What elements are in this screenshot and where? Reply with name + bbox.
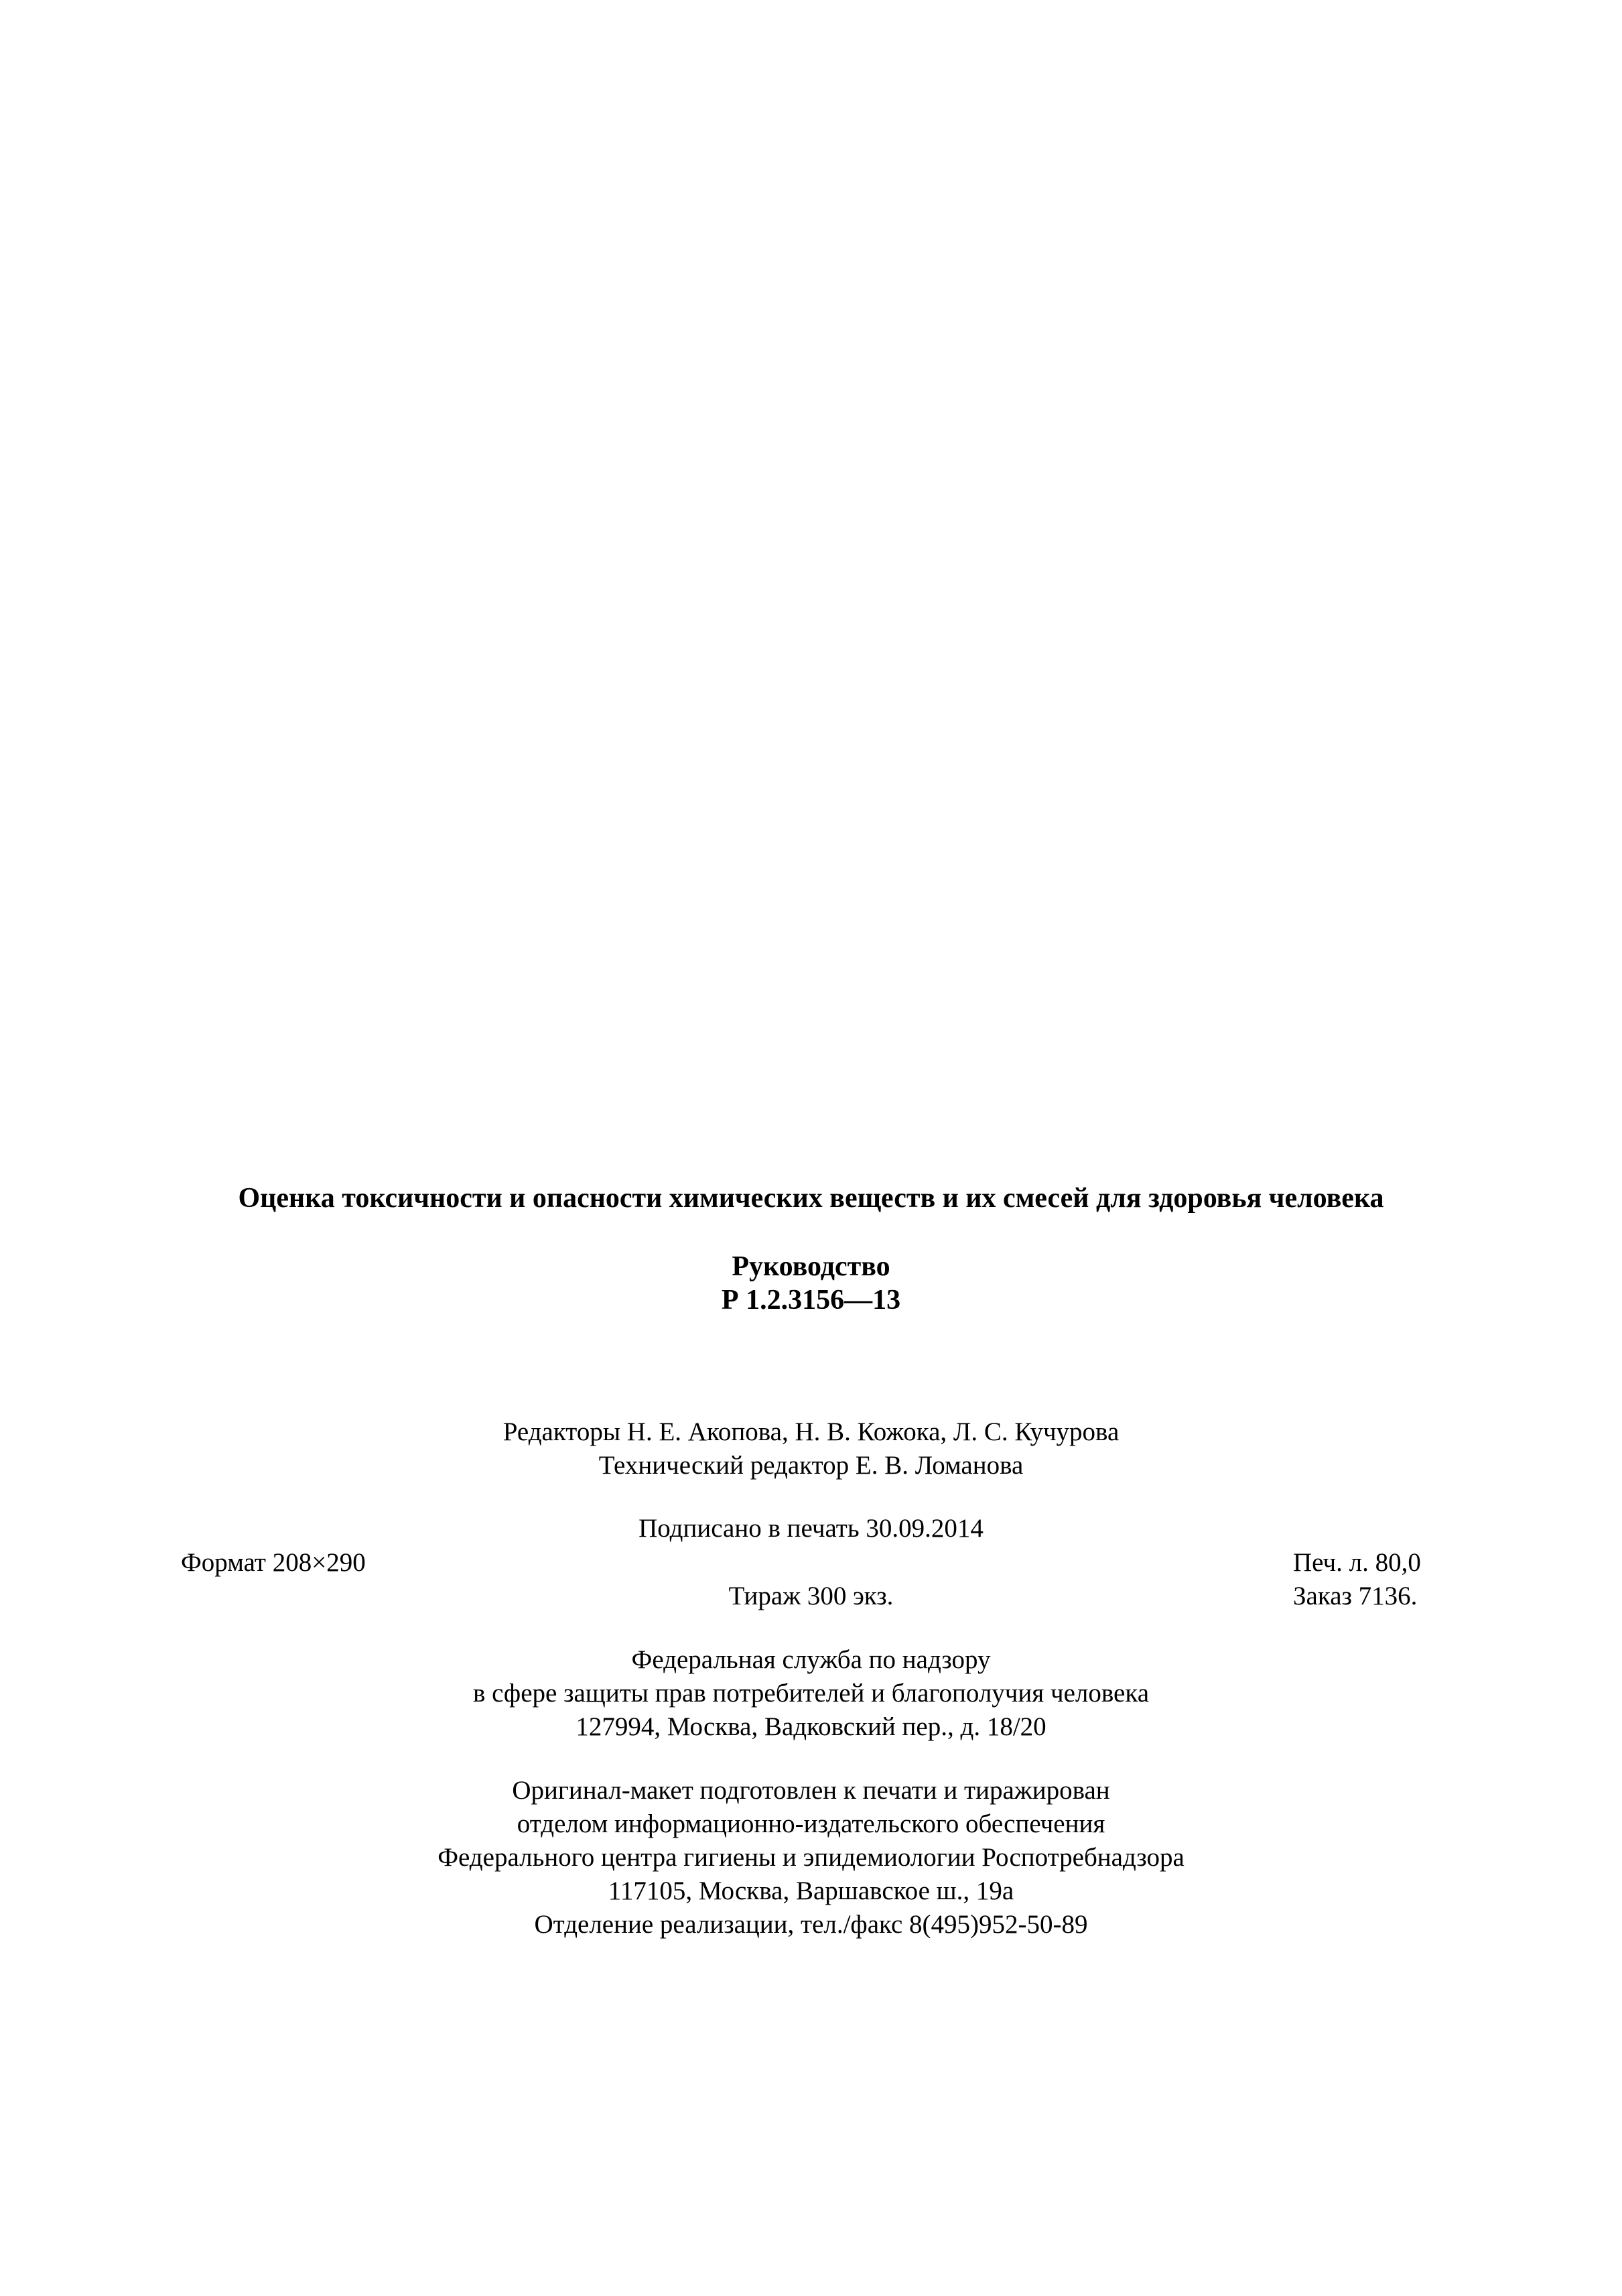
- publisher-address: 117105, Москва, Варшавское ш., 19а: [608, 1876, 1014, 1905]
- agency-address: 127994, Москва, Вадковский пер., д. 18/20: [576, 1712, 1046, 1741]
- document-title: Оценка токсичности и опасности химических веществ и их смесей для здоровья человека: [238, 1183, 1384, 1214]
- order-line: Заказ 7136.: [1293, 1582, 1418, 1610]
- agency-line-1: Федеральная служба по надзору: [631, 1645, 991, 1674]
- publisher-line-2: отделом информационно-издательского обеспечения: [517, 1809, 1105, 1838]
- print-sheets-line: Печ. л. 80,0: [1293, 1548, 1421, 1577]
- document-number: Р 1.2.3156—13: [721, 1285, 901, 1316]
- signed-to-print: Подписано в печать 30.09.2014: [638, 1514, 984, 1543]
- publisher-line-1: Оригинал-макет подготовлен к печати и тиражирован: [512, 1776, 1110, 1805]
- tech-editor-line: Технический редактор Е. В. Ломанова: [598, 1451, 1024, 1480]
- agency-line-2: в сфере защиты прав потребителей и благополучия человека: [472, 1679, 1150, 1708]
- format-line: Формат 208×290: [181, 1548, 366, 1577]
- sales-contact: Отделение реализации, тел./факс 8(495)952-50-89: [534, 1910, 1088, 1939]
- publisher-line-3: Федерального центра гигиены и эпидемиологии Роспотребнадзора: [437, 1843, 1185, 1872]
- document-type: Руководство: [732, 1251, 890, 1282]
- editors-line: Редакторы Н. Е. Акопова, Н. В. Кожока, Л. С. Кучурова: [502, 1417, 1120, 1446]
- circulation-line: Тираж 300 экз.: [728, 1582, 894, 1610]
